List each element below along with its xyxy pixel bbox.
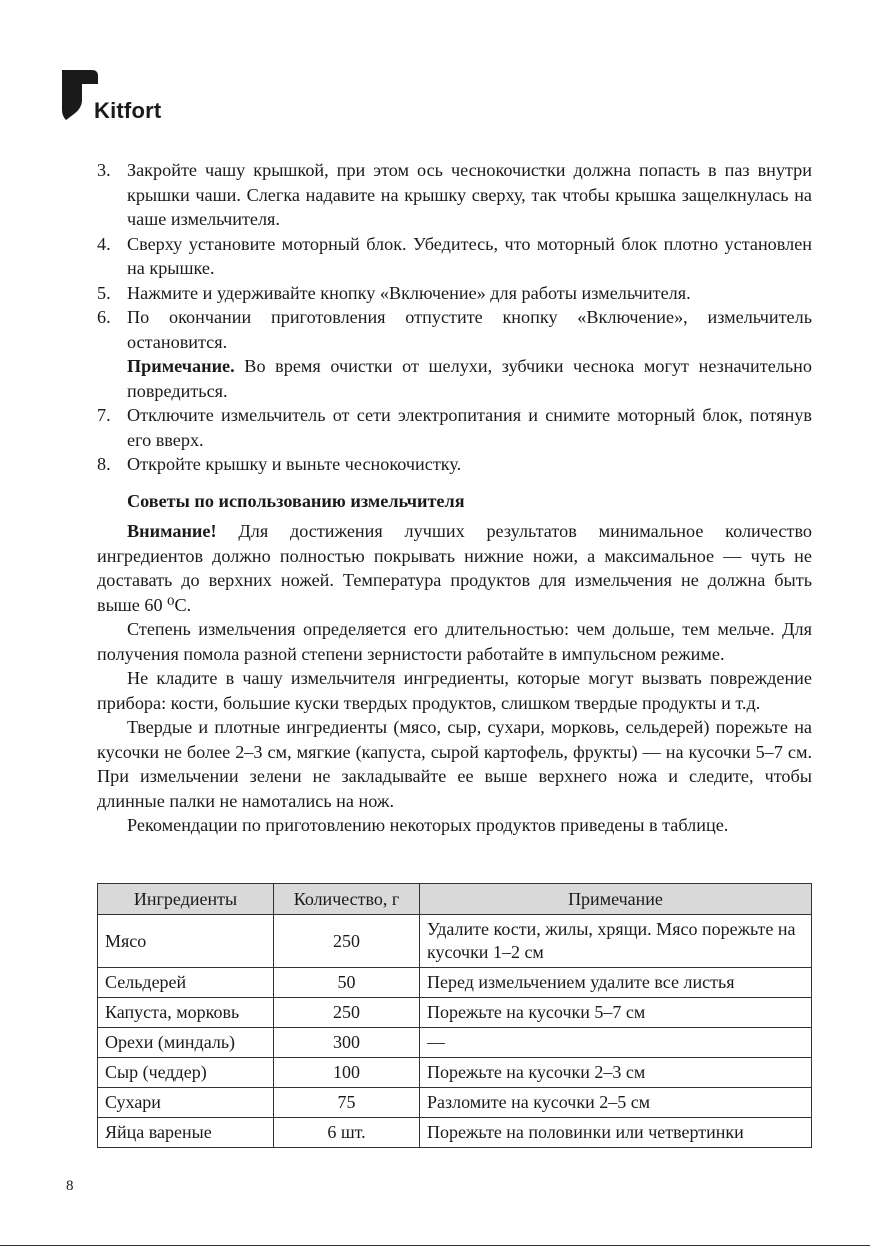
step-text: Сверху установите моторный блок. Убедитесь, что моторный блок плотно установлен на крышке.: [127, 233, 812, 278]
ingredients-table: [97, 883, 812, 1148]
note-cell: Перед измельчением удалите все листья: [420, 968, 812, 998]
table-row: [98, 1028, 812, 1058]
step-text: Отключите измельчитель от сети электропитания и снимите моторный блок, потянув его вверх.: [127, 405, 812, 450]
ingredient-cell: Сухари: [98, 1088, 274, 1118]
step-item: [97, 158, 812, 232]
note-text: Во время очистки от шелухи, зубчики чеснока могут незначительно повредиться.: [127, 356, 812, 401]
note-cell: Разломите на кусочки 2–5 см: [420, 1088, 812, 1118]
quantity-cell: 250: [274, 915, 420, 968]
quantity-cell: 100: [274, 1058, 420, 1088]
note-cell: Порежьте на кусочки 2–3 см: [420, 1058, 812, 1088]
page-number: 8: [66, 1178, 74, 1194]
table-row: [98, 1088, 812, 1118]
ingredient-cell: Сельдерей: [98, 968, 274, 998]
step-number: 7.: [97, 405, 111, 425]
step-number: 8.: [97, 454, 111, 474]
warning-text: Для достижения лучших результатов минимальное количество ингредиентов должно полностью покрывать нижние ножи, а максимальное — чуть не доставать до верхних ножей. Температура продуктов для измельчения не должна быть выше 60 ⁰С.: [97, 521, 812, 615]
table-row: [98, 968, 812, 998]
step-item: [97, 281, 812, 306]
step-text: По окончании приготовления отпустите кнопку «Включение», измельчитель остановится.: [127, 307, 812, 352]
quantity-cell: 250: [274, 998, 420, 1028]
ingredient-cell: Яйца вареные: [98, 1118, 274, 1148]
footer-divider: [0, 1245, 870, 1246]
quantity-cell: 50: [274, 968, 420, 998]
warning-paragraph: [97, 519, 812, 617]
header-quantity: Количество, г: [274, 884, 420, 915]
step-text: Закройте чашу крышкой, при этом ось чеснокочистки должна попасть в паз внутри крышки чаши. Слегка надавите на крышку сверху, так чтобы крышка защелкнулась на чаше измельчителя.: [127, 160, 812, 229]
quantity-cell: 300: [274, 1028, 420, 1058]
table-row: [98, 998, 812, 1028]
step-number: 4.: [97, 233, 111, 254]
ingredient-cell: Мясо: [98, 915, 274, 968]
tip-paragraph: Степень измельчения определяется его длительностью: чем дольше, тем мельче. Для получения помола разной степени зернистости работайте в импульсном режиме.: [97, 619, 812, 664]
step-text: Откройте крышку и выньте чеснокочистку.: [127, 454, 462, 474]
step-number: 6.: [97, 307, 111, 327]
step-item: [97, 232, 812, 281]
tip-paragraph: Не кладите в чашу измельчителя ингредиенты, которые могут вызвать повреждение прибора: кости, большие куски твердых продуктов, слишком твердые продукты и т.д.: [97, 668, 812, 713]
table-header-row: [98, 884, 812, 915]
warning-label: Внимание!: [127, 521, 217, 541]
table-row: [98, 915, 812, 968]
step-item: [97, 452, 812, 477]
header-ingredients: Ингредиенты: [98, 884, 274, 915]
section-title: Советы по использованию измельчителя: [127, 490, 465, 511]
note-cell: Порежьте на половинки или четвертинки: [420, 1118, 812, 1148]
ingredient-cell: Орехи (миндаль): [98, 1028, 274, 1058]
note-block: [97, 354, 812, 403]
note-cell: Удалите кости, жилы, хрящи. Мясо порежьте на кусочки 1–2 см: [420, 915, 812, 968]
step-number: 5.: [97, 282, 111, 303]
header-note: Примечание: [420, 884, 812, 915]
table-row: [98, 1118, 812, 1148]
tip-paragraph: Твердые и плотные ингредиенты (мясо, сыр, сухари, морковь, сельдерей) порежьте на кусочки не более 2–3 см, мягкие (капуста, сырой картофель, фрукты) — на кусочки 5–7 см. При измельчении зелени не закладывайте ее выше верхнего ножа и следите, чтобы длинные палки не намотались на нож.: [97, 717, 812, 811]
document-body: [97, 158, 812, 838]
step-item: [97, 403, 812, 452]
table-row: [98, 1058, 812, 1088]
step-item: [97, 305, 812, 354]
tip-paragraph: Рекомендации по приготовлению некоторых продуктов приведены в таблице.: [127, 815, 729, 835]
note-cell: Порежьте на кусочки 5–7 см: [420, 998, 812, 1028]
ingredient-cell: Сыр (чеддер): [98, 1058, 274, 1088]
quantity-cell: 75: [274, 1088, 420, 1118]
step-text: Нажмите и удерживайте кнопку «Включение» для работы измельчителя.: [127, 282, 691, 303]
ingredient-cell: Капуста, морковь: [98, 998, 274, 1028]
instruction-steps: [97, 158, 812, 354]
note-label: Примечание.: [127, 356, 235, 376]
brand-logo: [62, 70, 182, 126]
instruction-steps-continued: [97, 403, 812, 477]
brand-name: Kitfort: [94, 98, 162, 123]
note-cell: —: [420, 1028, 812, 1058]
quantity-cell: 6 шт.: [274, 1118, 420, 1148]
step-number: 3.: [97, 160, 111, 180]
